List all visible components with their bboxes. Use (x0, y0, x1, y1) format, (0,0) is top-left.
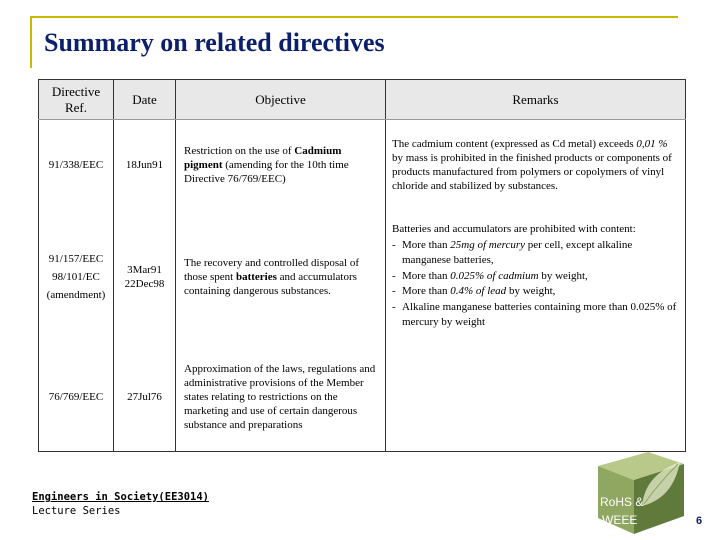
ref-line: 91/338/EEC (48, 159, 104, 172)
item-italic: 25mg of mercury (450, 238, 526, 251)
cell-date (114, 343, 176, 452)
header-remarks: Remarks (386, 80, 686, 120)
ref-line: 76/769/EEC (48, 390, 104, 403)
objective-text: The recovery and controlled disposal of those spent (184, 256, 360, 283)
page-number: 6 (696, 515, 703, 527)
logo-text-rohs: RoHS & (600, 495, 644, 509)
ref-line: (amendment) (46, 288, 106, 301)
table-row (39, 120, 686, 211)
cell-remarks (386, 120, 686, 211)
course-link[interactable]: Engineers in Society(EE3014) (32, 491, 210, 503)
leaf-cube-logo (592, 444, 690, 536)
directives-table (38, 79, 686, 452)
logo-text-weee: WEEE (602, 513, 638, 527)
date-line: 27Jul76 (127, 390, 162, 403)
footer-course (32, 490, 209, 518)
table-row (39, 211, 686, 343)
remarks-text-end: by mass is prohibited in the finished products or components of products manufactured from polymers or copolymers of vinyl chloride and stabilized by substances. (392, 152, 672, 193)
list-item (392, 269, 679, 285)
item-text-end: per cell, except alkaline manganese batteries, (402, 238, 633, 267)
item-italic: 0.4% of lead (450, 285, 507, 298)
header-ref-line1: Directive (51, 83, 101, 99)
objective-text: Restriction on the use of (184, 145, 295, 158)
header-date: Date (114, 80, 176, 120)
cell-objective (176, 120, 386, 211)
date-line: 22Dec98 (124, 277, 165, 290)
date-line: 18Jun91 (125, 159, 164, 172)
remarks-italic: 0,01 % (636, 138, 668, 151)
item-text: More than (402, 238, 451, 251)
item-text: Alkaline manganese batteries containing more than 0.025% of mercury by weight (402, 300, 677, 329)
cell-date (114, 120, 176, 211)
cell-objective (176, 211, 386, 343)
objective-bold: batteries (235, 270, 277, 283)
lecture-series-label: Lecture Series (32, 505, 121, 517)
header-ref-line2: Ref. (64, 99, 88, 115)
objective-bold: Cadmium pigment (184, 145, 342, 172)
item-text-end: by weight, (538, 269, 588, 282)
list-item (392, 284, 679, 300)
cell-remarks-empty (386, 343, 686, 452)
date-line: 3Mar91 (127, 263, 162, 276)
header-directive-ref (39, 80, 114, 120)
objective-text: Approximation of the laws, regulations and administrative provisions of the Member states relating to restrictions on the marketing and use of certain dangerous substance and preparations (184, 362, 376, 431)
cell-ref (39, 211, 114, 343)
table-row (39, 343, 686, 452)
page-title: Summary on related directives (44, 28, 385, 57)
remarks-intro: Batteries and accumulators are prohibited with content: (392, 223, 636, 236)
objective-text-end: and accumulators containing dangerous substances. (184, 270, 357, 297)
cell-date (114, 211, 176, 343)
remarks-list (392, 238, 679, 331)
item-text: More than (402, 269, 451, 282)
header-objective: Objective (176, 80, 386, 120)
objective-text-end: (amending for the 10th time Directive 76/769/EEC) (184, 159, 349, 186)
list-item (392, 238, 679, 269)
cell-ref (39, 343, 114, 452)
ref-line: 98/101/EC (52, 270, 100, 283)
table-header-row (39, 80, 686, 120)
remarks-text: The cadmium content (expressed as Cd metal) exceeds (392, 138, 637, 151)
item-text: More than (402, 285, 451, 298)
ref-line: 91/157/EEC (48, 252, 104, 265)
item-italic: 0.025% of cadmium (450, 269, 539, 282)
item-text-end: by weight, (506, 285, 556, 298)
list-item (392, 300, 679, 331)
cell-objective (176, 343, 386, 452)
cell-ref (39, 120, 114, 211)
cell-remarks (386, 211, 686, 343)
